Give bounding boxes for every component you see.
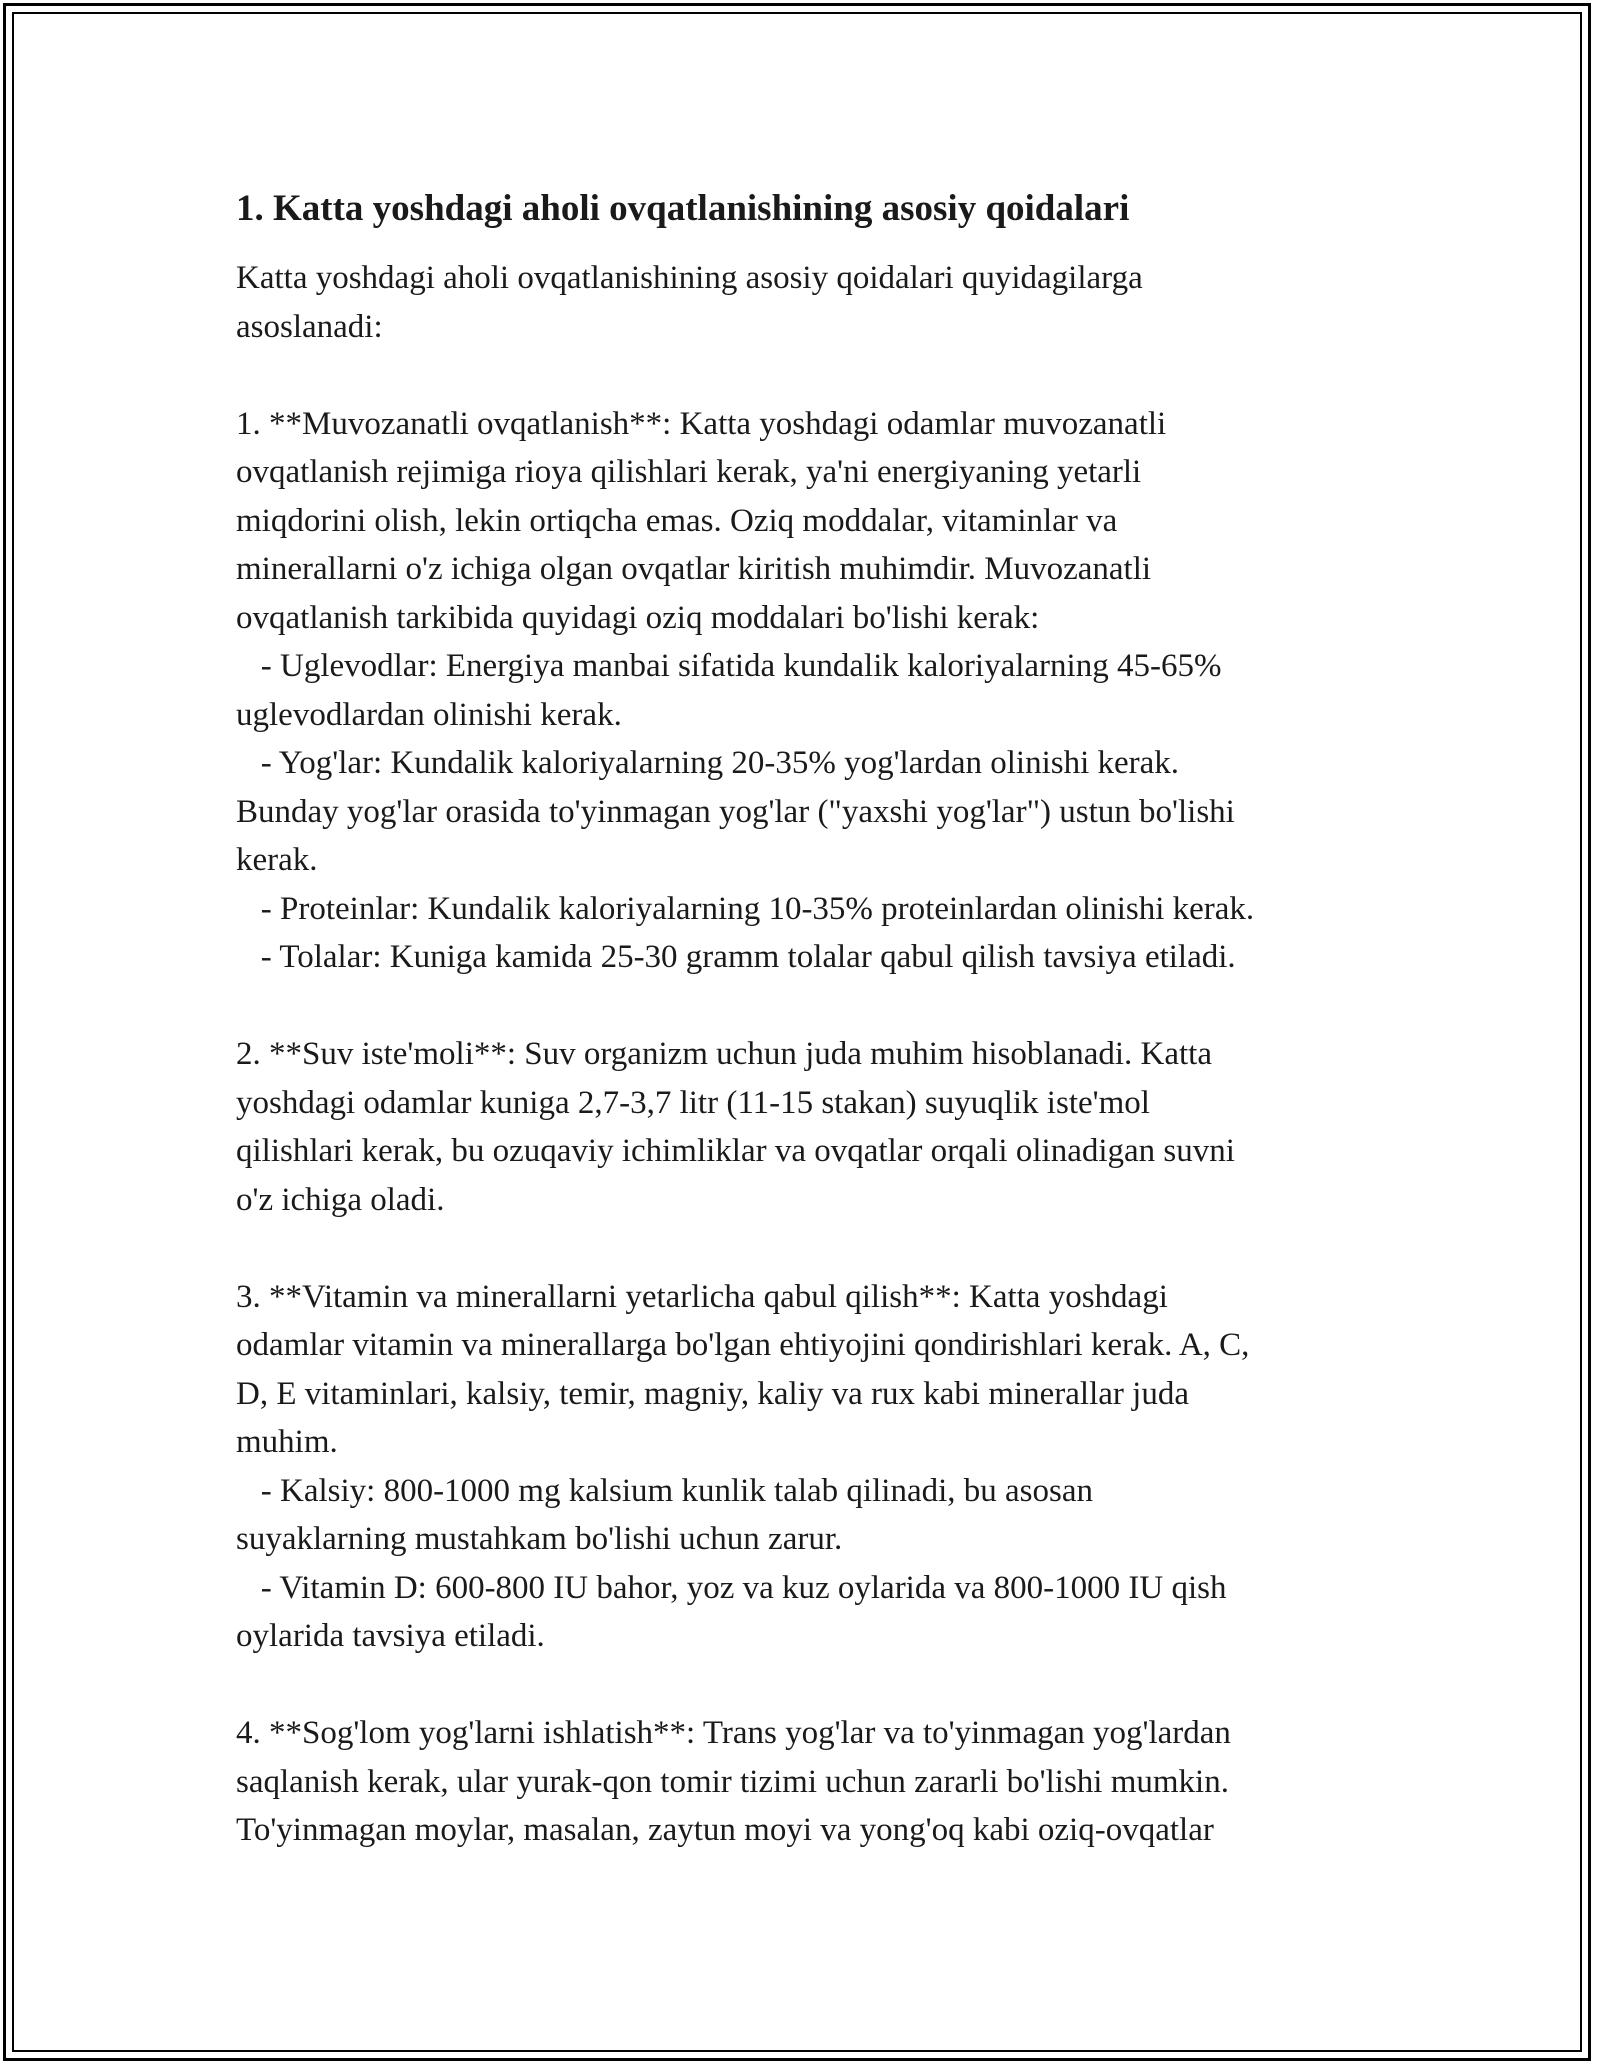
- document-page: [236, 184, 1396, 1855]
- document-title: 1. Katta yoshdagi aholi ovqatlanishining asosiy qoidalari: [236, 188, 1130, 229]
- document-body: Katta yoshdagi aholi ovqatlanishining asosiy qoidalari quyidagilarga asoslanadi: 1. **Muvozanatli ovqatlanish**: Katta yoshdagi odamlar muvozanatli ovqatlanish rejimiga rioya qilishlari kerak, ya'ni energiyaning yetarli miqdorini olish, lekin ortiqcha emas. Oziq moddalar, vitaminlar va minerallarni o'z ichiga olgan ovqatlar kiritish muhimdir. Muvozanatli ovqatlanish tarkibida quyidagi oziq moddalari bo'lishi kerak: - Uglevodlar: Energiya manbai sifatida kundalik kaloriyalarning 45-65% uglevodlardan olinishi kerak. - Yog'lar: Kundalik kaloriyalarning 20-35% yog'lardan olinishi kerak. Bunday yog'lar orasida to'yinmagan yog'lar ("yaxshi yog'lar") ustun bo'lishi kerak. - Proteinlar: Kundalik kaloriyalarning 10-35% proteinlardan olinishi kerak. - Tolalar: Kuniga kamida 25-30 gramm tolalar qabul qilish tavsiya etiladi. 2. **Suv iste'moli**: Suv organizm uchun juda muhim hisoblanadi. Katta yoshdagi odamlar kuniga 2,7-3,7 litr (11-15 stakan) suyuqlik iste'mol qilishlari kerak, bu ozuqaviy ichimliklar va ovqatlar orqali olinadigan suvni o'z ichiga oladi. 3. **Vitamin va minerallarni yetarlicha qabul qilish**: Katta yoshdagi odamlar vitamin va minerallarga bo'lgan ehtiyojini qondirishlari kerak. A, C, D, E vitaminlari, kalsiy, temir, magniy, kaliy va rux kabi minerallar juda muhim. - Kalsiy: 800-1000 mg kalsium kunlik talab qilinadi, bu asosan suyaklarning mustahkam bo'lishi uchun zarur. - Vitamin D: 600-800 IU bahor, yoz va kuz oylarida va 800-1000 IU qish oylarida tavsiya etiladi. 4. **Sog'lom yog'larni ishlatish**: Trans yog'lar va to'yinmagan yog'lardan saqlanish kerak, ular yurak-qon tomir tizimi uchun zararli bo'lishi mumkin. To'yinmagan moylar, masalan, zaytun moyi va yong'oq kabi oziq-ovqatlar: [236, 260, 1255, 1848]
